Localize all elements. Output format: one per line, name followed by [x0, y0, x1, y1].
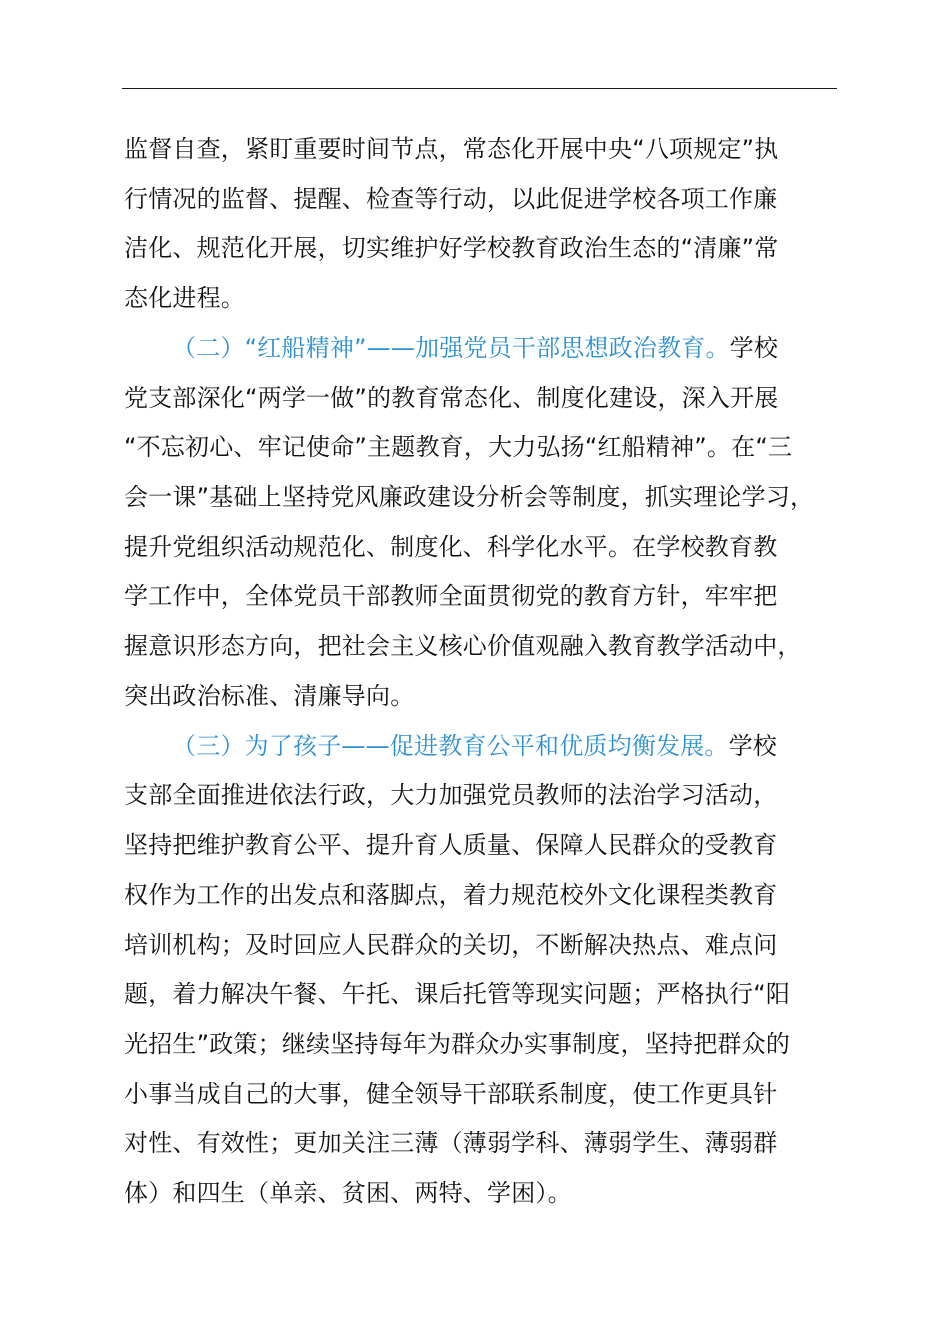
paragraph-line: 光招生”政策；继续坚持每年为群众办实事制度，坚持把群众的: [124, 1030, 791, 1058]
section-heading: （三）为了孩子——促进教育公平和优质均衡发展。: [172, 732, 729, 760]
paragraph-line: 会一课”基础上坚持党风廉政建设分析会等制度，抓实理论学习，: [124, 483, 815, 511]
paragraph-line: 题，着力解决午餐、午托、课后托管等现实问题；严格执行“阳: [124, 980, 791, 1008]
paragraph-line: 体）和四生（单亲、贫困、两特、学困）。: [124, 1179, 572, 1207]
paragraph-line: 对性、有效性；更加关注三薄（薄弱学科、薄弱学生、薄弱群: [124, 1129, 778, 1157]
paragraph-line: 提升党组织活动规范化、制度化、科学化水平。在学校教育教: [124, 533, 778, 561]
paragraph-line: 权作为工作的出发点和落脚点，着力规范校外文化课程类教育: [124, 881, 778, 909]
paragraph-line: “不忘初心、牢记使命”主题教育，大力弘扬“红船精神”。在“三: [124, 433, 793, 461]
paragraph-line: 学工作中，全体党员干部教师全面贯彻党的教育方针，牢牢把: [124, 582, 778, 610]
paragraph-line: 洁化、规范化开展，切实维护好学校教育政治生态的“清廉”常: [124, 234, 779, 262]
paragraph-line: 监督自查，紧盯重要时间节点，常态化开展中央“八项规定”执: [124, 135, 779, 163]
section-heading: （二）“红船精神”——加强党员干部思想政治教育。: [172, 334, 730, 362]
header-rule: [122, 88, 837, 89]
paragraph-line: 党支部深化“两学一做”的教育常态化、制度化建设，深入开展: [124, 384, 779, 412]
paragraph-line: 培训机构；及时回应人民群众的关切，不断解决热点、难点问: [124, 931, 778, 959]
paragraph-line: 突出政治标准、清廉导向。: [124, 682, 415, 710]
paragraph-line: 行情况的监督、提醒、检查等行动，以此促进学校各项工作廉: [124, 185, 778, 213]
paragraph-line: 态化进程。: [124, 284, 245, 312]
paragraph-line: 支部全面推进依法行政，大力加强党员教师的法治学习活动，: [124, 781, 778, 809]
paragraph-line: 握意识形态方向，把社会主义核心价值观融入教育教学活动中，: [124, 632, 802, 660]
heading-line-rest: 学校: [728, 732, 778, 760]
paragraph-line: 坚持把维护教育公平、提升育人质量、保障人民群众的受教育: [124, 831, 778, 859]
section-heading-line: [172, 332, 862, 364]
paragraph-line: 小事当成自己的大事，健全领导干部联系制度，使工作更具针: [124, 1080, 778, 1108]
heading-line-rest: 学校: [729, 334, 779, 362]
section-heading-line: [172, 730, 862, 762]
